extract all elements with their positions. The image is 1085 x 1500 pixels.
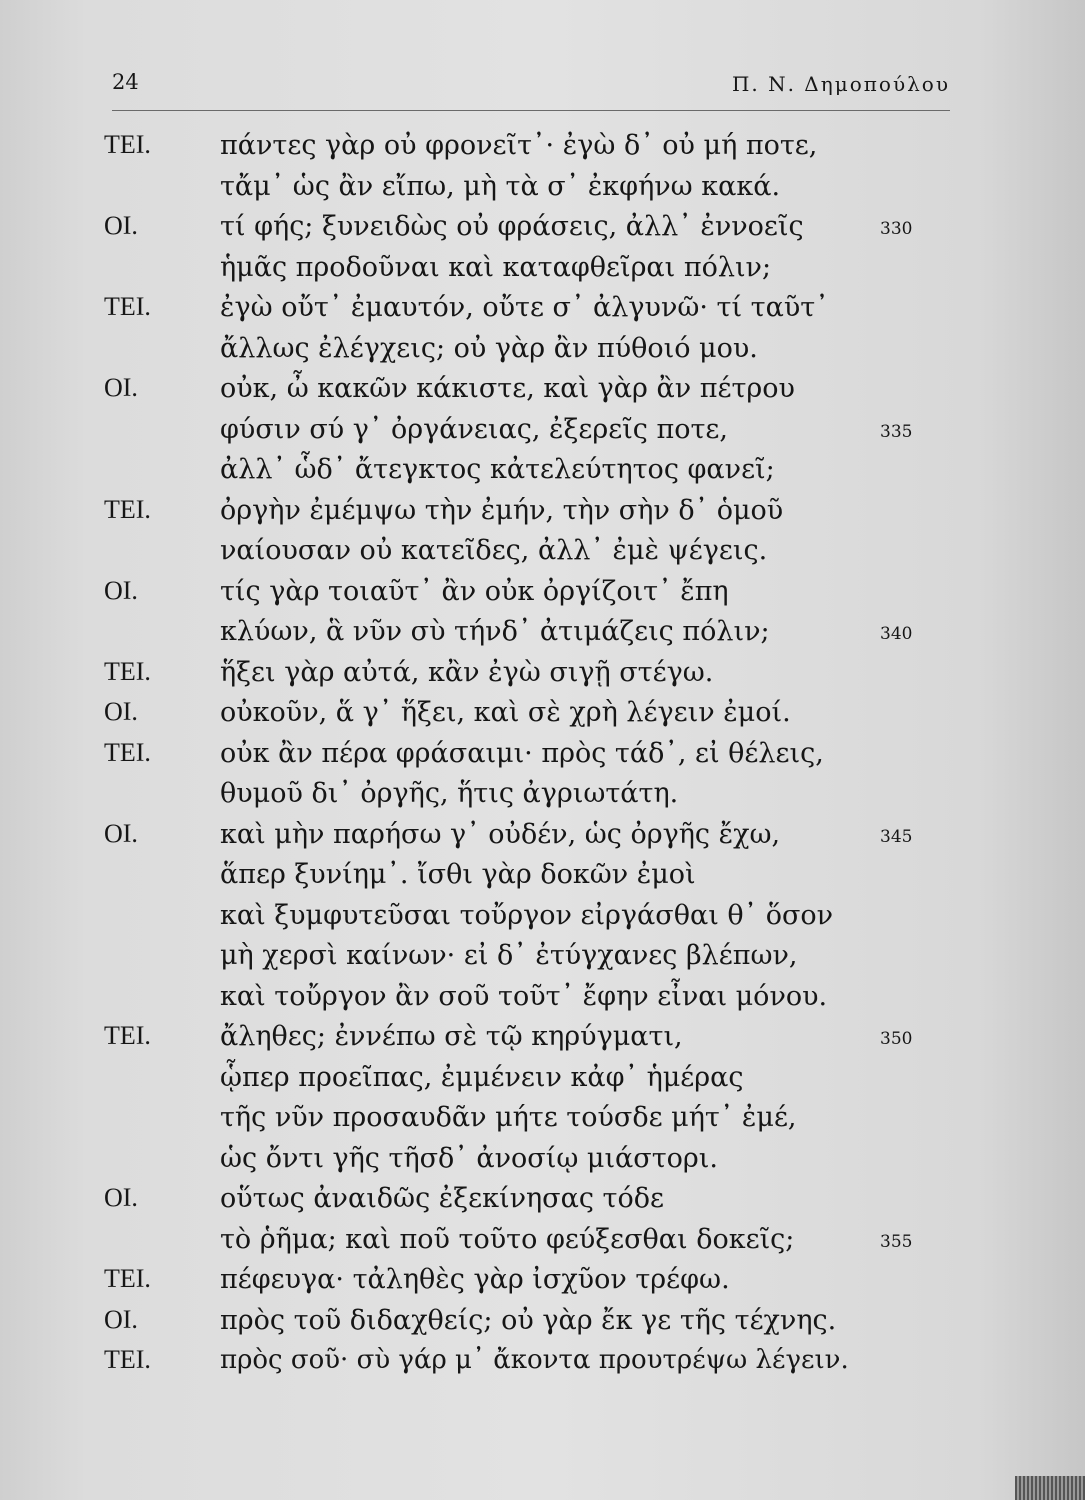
verse-line (0, 1021, 1085, 1061)
verse-text: ᾧπερ προεῖπας, ἐμμένειν κἀφ᾽ ἡμέρας (220, 1061, 744, 1093)
speaker-label: ΤΕΙ. (104, 1264, 151, 1293)
verse-text: ἐγὼ οὔτ᾽ ἐμαυτόν, οὔτε σ᾽ ἀλγυνῶ· τί ταῦτ᾽ (220, 292, 829, 323)
verse-text: πάντες γὰρ οὐ φρονεῖτ᾽· ἐγὼ δ᾽ οὐ μή ποτε, (220, 130, 818, 161)
speaker-label: ΤΕΙ. (104, 494, 151, 524)
verse-line (0, 576, 1085, 616)
speaker-label: ΟΙ. (104, 373, 138, 402)
verse-text: ἅπερ ξυνίημ᾽. ἴσθι γὰρ δοκῶν ἐμοὶ (220, 859, 696, 890)
verse-line (0, 171, 1085, 211)
verse-line (0, 373, 1085, 413)
verse-line (0, 454, 1085, 494)
verse-line (0, 535, 1085, 575)
verse-text: κλύων, ἃ νῦν σὺ τήνδ᾽ ἀτιμάζεις πόλιν; (220, 616, 770, 647)
verse-line (0, 1062, 1085, 1102)
verse-line (0, 657, 1085, 697)
verse-line (0, 778, 1085, 818)
verse-text: τίς γὰρ τοιαῦτ᾽ ἂν οὐκ ὀργίζοιτ᾽ ἔπη (220, 575, 729, 607)
verse-text: οὐκοῦν, ἅ γ᾽ ἥξει, καὶ σὲ χρὴ λέγειν ἐμοί. (220, 697, 791, 728)
verse-text: ἡμᾶς προδοῦναι καὶ καταφθεῖραι πόλιν; (220, 251, 772, 283)
verse-line (0, 900, 1085, 940)
speaker-label: ΤΕΙ. (104, 1345, 151, 1374)
verse-line (0, 211, 1085, 251)
speaker-label: ΟΙ. (104, 818, 138, 848)
page-header (112, 70, 950, 111)
verse-line (0, 616, 1085, 656)
speaker-label: ΤΕΙ. (104, 656, 151, 686)
page-number: 24 (112, 70, 139, 94)
verse-line (0, 981, 1085, 1021)
verse-text: ὡς ὄντι γῆς τῆσδ᾽ ἀνοσίῳ μιάστορι. (220, 1142, 718, 1174)
verse-text: τἄμ᾽ ὡς ἂν εἴπω, μὴ τὰ σ᾽ ἐκφήνω κακά. (220, 170, 781, 202)
line-number: 355 (880, 1231, 913, 1252)
verse-line (0, 130, 1085, 170)
line-number: 345 (880, 826, 913, 847)
line-number: 340 (880, 624, 913, 644)
verse-line (0, 252, 1085, 292)
verse-line (0, 292, 1085, 332)
verse-text: ἥξει γὰρ αὐτά, κἂν ἐγὼ σιγῇ στέγω. (220, 656, 714, 688)
verse-text: φύσιν σύ γ᾽ ὀργάνειας, ἐξερεῖς ποτε, (220, 413, 728, 445)
running-head: Π. Ν. Δημοπούλου (731, 72, 950, 96)
verse-text: τὸ ῥῆμα; καὶ ποῦ τοῦτο φεύξεσθαι δοκεῖς; (220, 1223, 795, 1255)
verse-line (0, 333, 1085, 373)
verse-text: πέφευγα· τἀληθὲς γὰρ ἰσχῦον τρέφω. (220, 1264, 730, 1295)
verse-text: ὀργὴν ἐμέμψω τὴν ἐμήν, τὴν σὴν δ᾽ ὁμοῦ (220, 494, 784, 526)
verse-line (0, 697, 1085, 737)
speaker-label: ΤΕΙ. (104, 1021, 151, 1050)
verse-line (0, 1224, 1085, 1264)
line-number: 330 (880, 219, 913, 239)
verse-text: θυμοῦ δι᾽ ὀργῆς, ἥτις ἀγριωτάτη. (220, 778, 679, 809)
speaker-label: ΟΙ. (104, 697, 138, 726)
speaker-label: ΟΙ. (104, 575, 138, 605)
verse-line (0, 1264, 1085, 1304)
verse-line (0, 940, 1085, 980)
verse-text: καὶ μὴν παρήσω γ᾽ οὐδέν, ὡς ὀργῆς ἔχω, (220, 818, 781, 850)
verse-text: οὐκ, ὦ κακῶν κάκιστε, καὶ γὰρ ἂν πέτρου (220, 373, 795, 404)
verse-text: ἄληθες; ἐννέπω σὲ τῷ κηρύγματι, (220, 1021, 683, 1052)
verse-text: μὴ χερσὶ καίνων· εἰ δ᾽ ἐτύγχανες βλέπων, (220, 940, 798, 971)
verse-line (0, 1305, 1085, 1345)
verse-line (0, 414, 1085, 454)
speaker-label: ΤΕΙ. (104, 292, 151, 321)
verse-text: καὶ ξυμφυτεῦσαι τοὔργον εἰργάσθαι θ᾽ ὅσον (220, 899, 834, 931)
speaker-label: ΟΙ. (104, 211, 138, 240)
verse-text: οὐκ ἂν πέρα φράσαιμι· πρὸς τάδ᾽, εἰ θέλεις, (220, 737, 824, 769)
verse-text: καὶ τοὔργον ἂν σοῦ τοῦτ᾽ ἔφην εἶναι μόνου. (220, 980, 828, 1012)
verse-text: ἄλλως ἐλέγχεις; οὐ γὰρ ἂν πύθοιό μου. (220, 332, 758, 364)
speaker-label: ΤΕΙ. (104, 737, 151, 767)
page-edge-decoration (1015, 1476, 1085, 1500)
verse-text: ἀλλ᾽ ὧδ᾽ ἄτεγκτος κἀτελεύτητος φανεῖ; (220, 454, 775, 485)
verse-line (0, 1345, 1085, 1385)
verse-text: οὕτως ἀναιδῶς ἐξεκίνησας τόδε (220, 1183, 664, 1214)
verse-text: πρὸς τοῦ διδαχθείς; οὐ γὰρ ἔκ γε τῆς τέχνης. (220, 1304, 837, 1336)
verse-line (0, 495, 1085, 535)
speaker-label: ΤΕΙ. (104, 130, 151, 159)
verse-text: τῆς νῦν προσαυδᾶν μήτε τούσδε μήτ᾽ ἐμέ, (220, 1102, 797, 1133)
verse-line (0, 738, 1085, 778)
verse-line (0, 1183, 1085, 1223)
verse-line (0, 819, 1085, 859)
speaker-label: ΟΙ. (104, 1183, 138, 1212)
verse-line (0, 1143, 1085, 1183)
verse-text: τί φής; ξυνειδὼς οὐ φράσεις, ἀλλ᾽ ἐννοεῖς (220, 211, 804, 242)
verse-text: πρὸς σοῦ· σὺ γάρ μ᾽ ἄκοντα προυτρέψω λέγειν. (220, 1345, 849, 1375)
verse-line (0, 1102, 1085, 1142)
line-number: 335 (880, 421, 913, 442)
speaker-label: ΟΙ. (104, 1304, 138, 1334)
verse-text: ναίουσαν οὐ κατεῖδες, ἀλλ᾽ ἐμὲ ψέγεις. (220, 535, 768, 566)
line-number: 350 (880, 1029, 913, 1049)
verse-line (0, 859, 1085, 899)
